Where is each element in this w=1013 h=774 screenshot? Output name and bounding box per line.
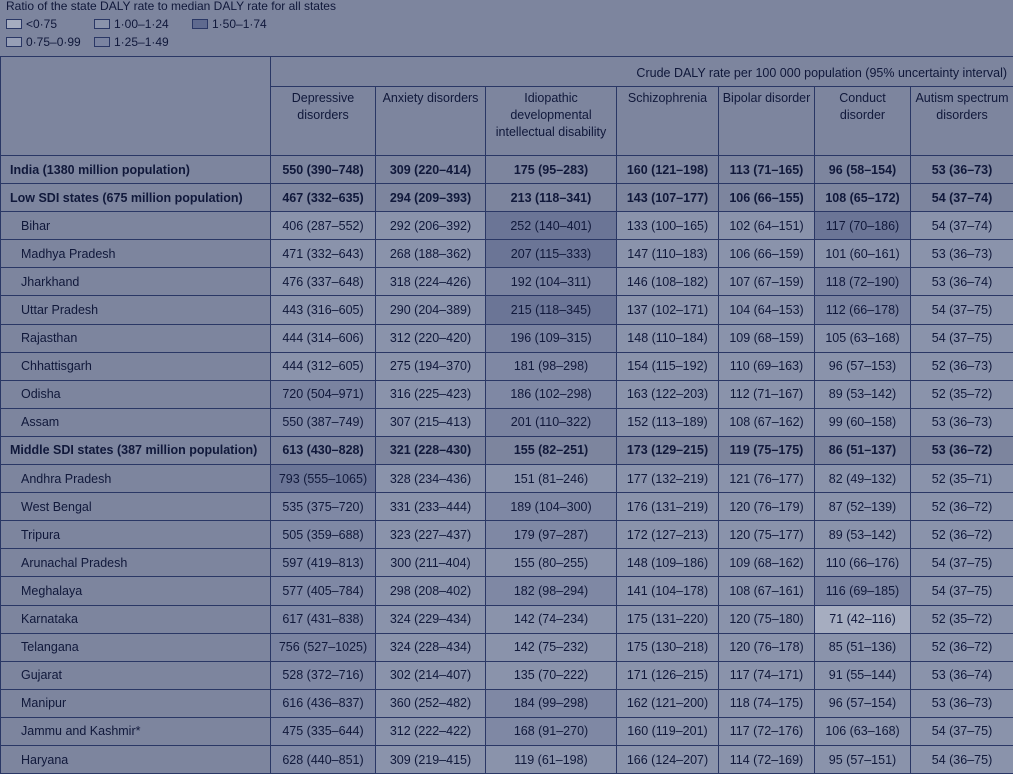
table-row bbox=[1, 352, 1013, 380]
rate-cell: 155 (82–251) bbox=[486, 436, 617, 464]
legend-title: Ratio of the state DALY rate to median DALY rate for all states bbox=[6, 0, 336, 13]
rate-cell: 54 (37–75) bbox=[911, 577, 1013, 605]
rate-cell: 175 (131–220) bbox=[617, 605, 719, 633]
national-row bbox=[1, 156, 1013, 184]
table-row bbox=[1, 324, 1013, 352]
rate-cell: 309 (219–415) bbox=[376, 745, 486, 773]
rate-cell: 186 (102–298) bbox=[486, 380, 617, 408]
table-row bbox=[1, 493, 1013, 521]
rate-cell: 53 (36–73) bbox=[911, 689, 1013, 717]
rate-cell: 106 (66–155) bbox=[719, 184, 815, 212]
rate-cell: 154 (115–192) bbox=[617, 352, 719, 380]
rate-cell: 108 (65–172) bbox=[815, 184, 911, 212]
table-row bbox=[1, 633, 1013, 661]
rate-cell: 137 (102–171) bbox=[617, 296, 719, 324]
rate-cell: 106 (66–159) bbox=[719, 240, 815, 268]
rate-cell: 152 (113–189) bbox=[617, 408, 719, 436]
rate-cell: 133 (100–165) bbox=[617, 212, 719, 240]
rate-cell: 96 (57–154) bbox=[815, 689, 911, 717]
rate-cell: 184 (99–298) bbox=[486, 689, 617, 717]
rate-cell: 207 (115–333) bbox=[486, 240, 617, 268]
rate-cell: 312 (222–422) bbox=[376, 717, 486, 745]
legend-item: 1·25–1·49 bbox=[94, 35, 169, 49]
column-header: Schizophrenia bbox=[617, 87, 719, 156]
rate-cell: 96 (57–153) bbox=[815, 352, 911, 380]
legend bbox=[0, 0, 1013, 56]
rate-cell: 120 (75–177) bbox=[719, 521, 815, 549]
rate-cell: 177 (132–219) bbox=[617, 465, 719, 493]
region-name: Jharkhand bbox=[1, 268, 271, 296]
rate-cell: 119 (75–175) bbox=[719, 436, 815, 464]
rate-cell: 406 (287–552) bbox=[271, 212, 376, 240]
rate-cell: 613 (430–828) bbox=[271, 436, 376, 464]
rate-cell: 54 (37–75) bbox=[911, 549, 1013, 577]
rate-cell: 142 (75–232) bbox=[486, 633, 617, 661]
rate-cell: 53 (36–73) bbox=[911, 408, 1013, 436]
region-name: Arunachal Pradesh bbox=[1, 549, 271, 577]
rate-cell: 147 (110–183) bbox=[617, 240, 719, 268]
region-name: Assam bbox=[1, 408, 271, 436]
table-row bbox=[1, 212, 1013, 240]
legend-swatch bbox=[192, 19, 208, 29]
rate-cell: 148 (109–186) bbox=[617, 549, 719, 577]
region-name: Karnataka bbox=[1, 605, 271, 633]
rate-cell: 141 (104–178) bbox=[617, 577, 719, 605]
rate-cell: 176 (131–219) bbox=[617, 493, 719, 521]
rate-cell: 201 (110–322) bbox=[486, 408, 617, 436]
rate-cell: 275 (194–370) bbox=[376, 352, 486, 380]
rate-cell: 196 (109–315) bbox=[486, 324, 617, 352]
rate-cell: 87 (52–139) bbox=[815, 493, 911, 521]
rate-cell: 471 (332–643) bbox=[271, 240, 376, 268]
group-row bbox=[1, 436, 1013, 464]
region-name: West Bengal bbox=[1, 493, 271, 521]
legend-swatch bbox=[6, 37, 22, 47]
rate-cell: 505 (359–688) bbox=[271, 521, 376, 549]
rate-cell: 535 (375–720) bbox=[271, 493, 376, 521]
rate-cell: 528 (372–716) bbox=[271, 661, 376, 689]
rate-cell: 324 (229–434) bbox=[376, 605, 486, 633]
region-name: Tripura bbox=[1, 521, 271, 549]
region-name: Andhra Pradesh bbox=[1, 465, 271, 493]
region-name: Gujarat bbox=[1, 661, 271, 689]
rate-cell: 53 (36–72) bbox=[911, 436, 1013, 464]
region-name: Bihar bbox=[1, 212, 271, 240]
rate-cell: 298 (208–402) bbox=[376, 577, 486, 605]
region-name: Meghalaya bbox=[1, 577, 271, 605]
rate-cell: 52 (36–73) bbox=[911, 352, 1013, 380]
rate-cell: 120 (76–179) bbox=[719, 493, 815, 521]
rate-cell: 155 (80–255) bbox=[486, 549, 617, 577]
rate-cell: 82 (49–132) bbox=[815, 465, 911, 493]
rate-cell: 292 (206–392) bbox=[376, 212, 486, 240]
rate-cell: 215 (118–345) bbox=[486, 296, 617, 324]
rate-cell: 109 (68–159) bbox=[719, 324, 815, 352]
rate-cell: 163 (122–203) bbox=[617, 380, 719, 408]
legend-item: <0·75 bbox=[6, 17, 57, 31]
column-header: Bipolar disorder bbox=[719, 87, 815, 156]
rate-cell: 106 (63–168) bbox=[815, 717, 911, 745]
rate-cell: 321 (228–430) bbox=[376, 436, 486, 464]
rate-cell: 53 (36–74) bbox=[911, 661, 1013, 689]
rate-cell: 252 (140–401) bbox=[486, 212, 617, 240]
rate-cell: 143 (107–177) bbox=[617, 184, 719, 212]
rate-cell: 52 (36–72) bbox=[911, 493, 1013, 521]
region-name: Chhattisgarh bbox=[1, 352, 271, 380]
rate-cell: 108 (67–162) bbox=[719, 408, 815, 436]
crude-rate-header: Crude DALY rate per 100 000 population (95% uncertainty interval) bbox=[271, 57, 1013, 87]
rate-cell: 316 (225–423) bbox=[376, 380, 486, 408]
table-row bbox=[1, 717, 1013, 745]
rate-cell: 54 (36–75) bbox=[911, 745, 1013, 773]
rate-cell: 71 (42–116) bbox=[815, 605, 911, 633]
region-name: Rajasthan bbox=[1, 324, 271, 352]
table-row bbox=[1, 408, 1013, 436]
rate-cell: 550 (387–749) bbox=[271, 408, 376, 436]
rate-cell: 135 (70–222) bbox=[486, 661, 617, 689]
rate-cell: 168 (91–270) bbox=[486, 717, 617, 745]
table-row bbox=[1, 521, 1013, 549]
rate-cell: 166 (124–207) bbox=[617, 745, 719, 773]
rate-cell: 52 (35–72) bbox=[911, 380, 1013, 408]
rate-cell: 52 (36–72) bbox=[911, 521, 1013, 549]
table-row bbox=[1, 296, 1013, 324]
rate-cell: 110 (69–163) bbox=[719, 352, 815, 380]
rate-cell: 120 (76–178) bbox=[719, 633, 815, 661]
region-name: Middle SDI states (387 million population) bbox=[1, 436, 271, 464]
rate-cell: 294 (209–393) bbox=[376, 184, 486, 212]
rate-cell: 54 (37–74) bbox=[911, 184, 1013, 212]
rate-cell: 179 (97–287) bbox=[486, 521, 617, 549]
column-header: Depressive disorders bbox=[271, 87, 376, 156]
rate-cell: 189 (104–300) bbox=[486, 493, 617, 521]
rate-cell: 444 (312–605) bbox=[271, 352, 376, 380]
rate-cell: 54 (37–75) bbox=[911, 717, 1013, 745]
region-name: Uttar Pradesh bbox=[1, 296, 271, 324]
column-header: Autism spectrum disorders bbox=[911, 87, 1013, 156]
table-row bbox=[1, 577, 1013, 605]
rate-cell: 116 (69–185) bbox=[815, 577, 911, 605]
rate-cell: 173 (129–215) bbox=[617, 436, 719, 464]
column-header: Idiopathic developmental intellectual disability bbox=[486, 87, 617, 156]
region-name: Manipur bbox=[1, 689, 271, 717]
rate-cell: 110 (66–176) bbox=[815, 549, 911, 577]
table-row bbox=[1, 745, 1013, 773]
rate-cell: 444 (314–606) bbox=[271, 324, 376, 352]
rate-cell: 324 (228–434) bbox=[376, 633, 486, 661]
rate-cell: 99 (60–158) bbox=[815, 408, 911, 436]
legend-swatch bbox=[6, 19, 22, 29]
rate-cell: 175 (130–218) bbox=[617, 633, 719, 661]
rate-cell: 793 (555–1065) bbox=[271, 465, 376, 493]
rate-cell: 113 (71–165) bbox=[719, 156, 815, 184]
region-name: Jammu and Kashmir* bbox=[1, 717, 271, 745]
rate-cell: 162 (121–200) bbox=[617, 689, 719, 717]
table-row bbox=[1, 465, 1013, 493]
rate-cell: 54 (37–74) bbox=[911, 212, 1013, 240]
rate-cell: 467 (332–635) bbox=[271, 184, 376, 212]
rate-cell: 290 (204–389) bbox=[376, 296, 486, 324]
rate-cell: 182 (98–294) bbox=[486, 577, 617, 605]
rate-cell: 328 (234–436) bbox=[376, 465, 486, 493]
region-header bbox=[1, 57, 271, 156]
region-name: India (1380 million population) bbox=[1, 156, 271, 184]
rate-cell: 213 (118–341) bbox=[486, 184, 617, 212]
rate-cell: 112 (66–178) bbox=[815, 296, 911, 324]
rate-cell: 118 (74–175) bbox=[719, 689, 815, 717]
rate-cell: 86 (51–137) bbox=[815, 436, 911, 464]
rate-cell: 597 (419–813) bbox=[271, 549, 376, 577]
rate-cell: 360 (252–482) bbox=[376, 689, 486, 717]
region-name: Telangana bbox=[1, 633, 271, 661]
table-row bbox=[1, 549, 1013, 577]
rate-cell: 309 (220–414) bbox=[376, 156, 486, 184]
rate-cell: 117 (70–186) bbox=[815, 212, 911, 240]
rate-cell: 318 (224–426) bbox=[376, 268, 486, 296]
rate-cell: 95 (57–151) bbox=[815, 745, 911, 773]
rate-cell: 53 (36–73) bbox=[911, 240, 1013, 268]
legend-swatch bbox=[94, 37, 110, 47]
column-header: Conduct disorder bbox=[815, 87, 911, 156]
rate-cell: 323 (227–437) bbox=[376, 521, 486, 549]
region-name: Haryana bbox=[1, 745, 271, 773]
table-row bbox=[1, 605, 1013, 633]
rate-cell: 160 (121–198) bbox=[617, 156, 719, 184]
rate-cell: 89 (53–142) bbox=[815, 380, 911, 408]
rate-cell: 52 (36–72) bbox=[911, 633, 1013, 661]
legend-item: 1·00–1·24 bbox=[94, 17, 169, 31]
rate-cell: 175 (95–283) bbox=[486, 156, 617, 184]
rate-cell: 118 (72–190) bbox=[815, 268, 911, 296]
rate-cell: 616 (436–837) bbox=[271, 689, 376, 717]
group-row bbox=[1, 184, 1013, 212]
rate-cell: 151 (81–246) bbox=[486, 465, 617, 493]
rate-cell: 268 (188–362) bbox=[376, 240, 486, 268]
table-row bbox=[1, 268, 1013, 296]
daly-table bbox=[0, 56, 1013, 774]
rate-cell: 617 (431–838) bbox=[271, 605, 376, 633]
rate-cell: 160 (119–201) bbox=[617, 717, 719, 745]
rate-cell: 104 (64–153) bbox=[719, 296, 815, 324]
rate-cell: 121 (76–177) bbox=[719, 465, 815, 493]
table-body bbox=[1, 156, 1013, 774]
rate-cell: 89 (53–142) bbox=[815, 521, 911, 549]
rate-cell: 54 (37–75) bbox=[911, 324, 1013, 352]
rate-cell: 117 (72–176) bbox=[719, 717, 815, 745]
rate-cell: 105 (63–168) bbox=[815, 324, 911, 352]
rate-cell: 192 (104–311) bbox=[486, 268, 617, 296]
rate-cell: 101 (60–161) bbox=[815, 240, 911, 268]
rate-cell: 102 (64–151) bbox=[719, 212, 815, 240]
rate-cell: 307 (215–413) bbox=[376, 408, 486, 436]
rate-cell: 577 (405–784) bbox=[271, 577, 376, 605]
table-row bbox=[1, 661, 1013, 689]
rate-cell: 109 (68–162) bbox=[719, 549, 815, 577]
rate-cell: 53 (36–73) bbox=[911, 156, 1013, 184]
rate-cell: 54 (37–75) bbox=[911, 296, 1013, 324]
rate-cell: 96 (58–154) bbox=[815, 156, 911, 184]
rate-cell: 171 (126–215) bbox=[617, 661, 719, 689]
rate-cell: 142 (74–234) bbox=[486, 605, 617, 633]
rate-cell: 108 (67–161) bbox=[719, 577, 815, 605]
column-header: Anxiety disorders bbox=[376, 87, 486, 156]
rate-cell: 114 (72–169) bbox=[719, 745, 815, 773]
rate-cell: 52 (35–72) bbox=[911, 605, 1013, 633]
rate-cell: 91 (55–144) bbox=[815, 661, 911, 689]
rate-cell: 117 (74–171) bbox=[719, 661, 815, 689]
rate-cell: 443 (316–605) bbox=[271, 296, 376, 324]
legend-swatch bbox=[94, 19, 110, 29]
rate-cell: 112 (71–167) bbox=[719, 380, 815, 408]
rate-cell: 628 (440–851) bbox=[271, 745, 376, 773]
table-row bbox=[1, 240, 1013, 268]
legend-item: 0·75–0·99 bbox=[6, 35, 81, 49]
rate-cell: 312 (220–420) bbox=[376, 324, 486, 352]
rate-cell: 107 (67–159) bbox=[719, 268, 815, 296]
rate-cell: 146 (108–182) bbox=[617, 268, 719, 296]
rate-cell: 300 (211–404) bbox=[376, 549, 486, 577]
rate-cell: 550 (390–748) bbox=[271, 156, 376, 184]
rate-cell: 172 (127–213) bbox=[617, 521, 719, 549]
table-row bbox=[1, 380, 1013, 408]
rate-cell: 331 (233–444) bbox=[376, 493, 486, 521]
region-name: Madhya Pradesh bbox=[1, 240, 271, 268]
legend-item: 1·50–1·74 bbox=[192, 17, 267, 31]
rate-cell: 720 (504–971) bbox=[271, 380, 376, 408]
rate-cell: 302 (214–407) bbox=[376, 661, 486, 689]
rate-cell: 181 (98–298) bbox=[486, 352, 617, 380]
rate-cell: 476 (337–648) bbox=[271, 268, 376, 296]
region-name: Low SDI states (675 million population) bbox=[1, 184, 271, 212]
rate-cell: 475 (335–644) bbox=[271, 717, 376, 745]
region-name: Odisha bbox=[1, 380, 271, 408]
rate-cell: 119 (61–198) bbox=[486, 745, 617, 773]
table-row bbox=[1, 689, 1013, 717]
rate-cell: 120 (75–180) bbox=[719, 605, 815, 633]
rate-cell: 148 (110–184) bbox=[617, 324, 719, 352]
rate-cell: 756 (527–1025) bbox=[271, 633, 376, 661]
rate-cell: 52 (35–71) bbox=[911, 465, 1013, 493]
rate-cell: 53 (36–74) bbox=[911, 268, 1013, 296]
rate-cell: 85 (51–136) bbox=[815, 633, 911, 661]
